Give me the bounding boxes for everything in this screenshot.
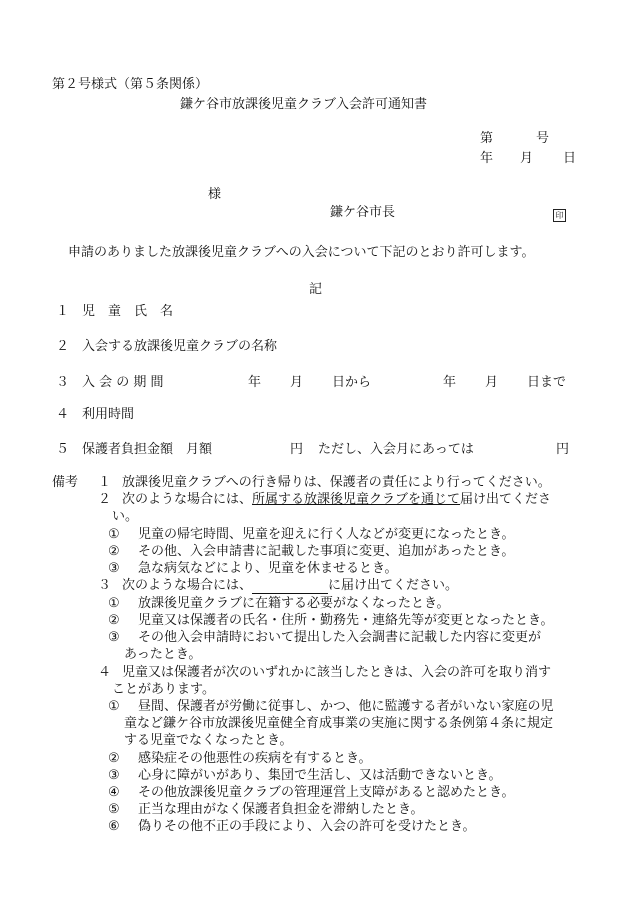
note-4-1-text-line2: 童など鎌ケ谷市放課後児童健全育成事業の実施に関する条例第４条に規定 bbox=[124, 716, 554, 731]
note-4-3-number: ③ bbox=[108, 768, 120, 783]
item-5-number: ５ bbox=[56, 442, 70, 457]
note-1-text: 放課後児童クラブへの行き帰りは、保護者の責任により行ってください。 bbox=[122, 475, 551, 490]
note-3-3-number: ③ bbox=[108, 630, 120, 645]
item-4-label: 利用時間 bbox=[82, 407, 135, 422]
note-3-2-text: 児童又は保護者の氏名・住所・勤務先・連絡先等が変更となったとき。 bbox=[138, 613, 554, 628]
note-3-pre: 次のような場合には、 bbox=[122, 578, 253, 593]
note-2-2-number: ② bbox=[108, 544, 120, 559]
item-3-number: ３ bbox=[56, 375, 70, 390]
note-3-text bbox=[122, 577, 458, 594]
note-2-3-number: ③ bbox=[108, 561, 120, 576]
item-2-label: 入会する放課後児童クラブの名称 bbox=[82, 339, 278, 354]
note-2-post: 届け出てくださ bbox=[460, 492, 552, 507]
note-2-1-number: ① bbox=[108, 527, 120, 542]
note-4-text-line1: 児童又は保護者が次のいずれかに該当したときは、入会の許可を取り消す bbox=[122, 665, 552, 680]
item-3-from-month: 月 bbox=[290, 375, 304, 390]
item-3-to-year: 年 bbox=[443, 375, 457, 390]
item-3-from-day: 日から bbox=[332, 375, 372, 390]
item-3-from-year: 年 bbox=[248, 375, 262, 390]
note-4-4-text: その他放課後児童クラブの管理運営上支障があると認めたとき。 bbox=[138, 785, 515, 800]
note-4-6-number: ⑥ bbox=[108, 819, 120, 834]
note-2-2-text: その他、入会申請書に記載した事項に変更、追加があったとき。 bbox=[138, 544, 515, 559]
date-year: 年 bbox=[480, 151, 494, 166]
note-4-1-text-line1: 昼間、保護者が労働に従事し、かつ、他に監護する者がいない家庭の児 bbox=[138, 699, 554, 714]
lead-sentence: 申請のありました放課後児童クラブへの入会について下記のとおり許可します。 bbox=[68, 245, 535, 260]
item-5-label: 保護者負担金額 月額 bbox=[82, 442, 213, 457]
date-month: 月 bbox=[520, 151, 534, 166]
notes-heading: 備考 bbox=[52, 475, 79, 490]
note-3-1-number: ① bbox=[108, 596, 120, 611]
note-4-5-text: 正当な理由がなく保護者負担金を滞納したとき。 bbox=[138, 802, 424, 817]
note-2-number: ２ bbox=[98, 492, 112, 507]
note-4-1-text-line3: する児童でなくなったとき。 bbox=[124, 733, 293, 748]
number-go: 号 bbox=[536, 131, 550, 146]
note-4-text-line2: ことがあります。 bbox=[112, 682, 215, 697]
ki-heading: 記 bbox=[309, 282, 323, 297]
form-number: 第２号様式（第５条関係） bbox=[52, 77, 209, 92]
note-4-5-number: ⑤ bbox=[108, 802, 120, 817]
seal-mark bbox=[553, 206, 566, 223]
note-2-3-text: 急な病気などにより、児童を休ませるとき。 bbox=[138, 561, 398, 576]
note-4-2-number: ② bbox=[108, 751, 120, 766]
note-3-number: ３ bbox=[98, 578, 112, 593]
note-2-text bbox=[122, 491, 551, 508]
note-3-blank bbox=[252, 581, 328, 594]
note-2-pre: 次のような場合には、 bbox=[122, 492, 253, 507]
document-title: 鎌ケ谷市放課後児童クラブ入会許可通知書 bbox=[180, 97, 428, 112]
number-dai: 第 bbox=[480, 131, 494, 146]
item-3-to-month: 月 bbox=[485, 375, 499, 390]
item-5-note: ただし、入会月にあっては bbox=[318, 442, 474, 457]
item-1-label: 児 童 氏 名 bbox=[82, 304, 174, 319]
item-2-number: ２ bbox=[56, 339, 70, 354]
item-1-number: １ bbox=[56, 304, 70, 319]
note-4-3-text: 心身に障がいがあり、集団で生活し、又は活動できないとき。 bbox=[138, 768, 502, 783]
note-4-1-number: ① bbox=[108, 699, 120, 714]
seal-icon: 印 bbox=[553, 209, 566, 222]
note-4-4-number: ④ bbox=[108, 785, 120, 800]
note-3-1-text: 放課後児童クラブに在籍する必要がなくなったとき。 bbox=[138, 596, 450, 611]
note-3-3-text-line2: あったとき。 bbox=[124, 647, 202, 662]
note-3-2-number: ② bbox=[108, 613, 120, 628]
note-3-post: に届け出てください。 bbox=[328, 578, 459, 593]
addressee-sama: 様 bbox=[208, 187, 222, 202]
date-day: 日 bbox=[563, 151, 577, 166]
item-5-yen-monthly: 円 bbox=[290, 442, 304, 457]
note-1-number: １ bbox=[98, 475, 112, 490]
issuer-mayor: 鎌ケ谷市長 bbox=[330, 205, 396, 220]
note-2-1-text: 児童の帰宅時間、児童を迎えに行く人などが変更になったとき。 bbox=[138, 527, 515, 542]
note-3-3-text-line1: その他入会申請時において提出した入会調書に記載した内容に変更が bbox=[138, 630, 542, 645]
note-2-underlined: 所属する放課後児童クラブを通じて bbox=[252, 492, 461, 507]
note-4-6-text: 偽りその他不正の手段により、入会の許可を受けたとき。 bbox=[138, 819, 476, 834]
note-2-continuation: い。 bbox=[112, 509, 139, 524]
note-4-2-text: 感染症その他悪性の疾病を有するとき。 bbox=[138, 751, 372, 766]
item-5-yen-first-month: 円 bbox=[556, 442, 570, 457]
note-4-number: ４ bbox=[98, 665, 112, 680]
item-4-number: ４ bbox=[56, 407, 70, 422]
item-3-label: 入 会 の 期 間 bbox=[82, 375, 164, 390]
item-3-to-day: 日まで bbox=[527, 375, 567, 390]
